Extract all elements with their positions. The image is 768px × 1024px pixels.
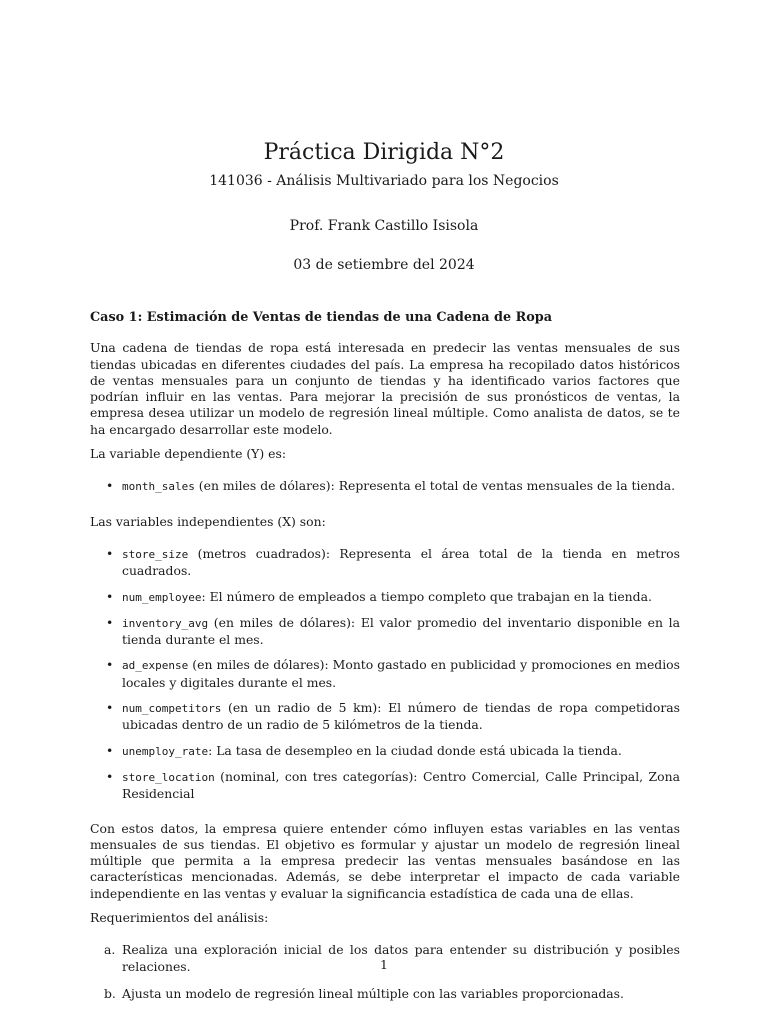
case-heading: Caso 1: Estimación de Ventas de tiendas de una Cadena de Ropa [90, 310, 553, 325]
variable-code: store_location [122, 770, 215, 784]
list-item [90, 769, 680, 803]
bullet-icon: • [106, 588, 114, 604]
list-item [90, 986, 680, 1002]
bullet-icon: • [106, 478, 114, 494]
independent-variable-list [90, 546, 680, 803]
document-body [90, 310, 680, 1013]
list-item [90, 589, 680, 606]
list-marker: a. [104, 942, 116, 958]
bullet-icon: • [106, 768, 114, 784]
variable-code: month_sales [122, 480, 195, 494]
list-item [90, 615, 680, 649]
requirement-text: Realiza una exploración inicial de los datos para entender su distribución y posibles relaciones. [122, 942, 680, 974]
document-title: Práctica Dirigida N°2 [263, 140, 505, 165]
bullet-icon: • [106, 742, 114, 758]
bullet-icon: • [106, 545, 114, 561]
variable-description: (metros cuadrados): Representa el área total de la tienda en metros cuadrados. [122, 545, 680, 579]
requirements-list [90, 942, 680, 1002]
page-number: 1 [380, 957, 388, 972]
variable-code: store_size [122, 547, 189, 561]
dependent-variable-label: La variable dependiente (Y) es: [90, 446, 286, 462]
list-item [90, 546, 680, 580]
independent-variables-label: Las variables independientes (X) son: [90, 513, 326, 529]
list-item [90, 700, 680, 734]
variable-code: unemploy_rate [122, 744, 209, 758]
dependent-variable-list [90, 478, 680, 495]
variable-description: (en miles de dólares): Monto gastado en publicidad y promociones en medios locales y digitales durante el mes. [122, 657, 680, 690]
list-item [90, 743, 680, 760]
bullet-icon: • [106, 657, 114, 673]
variable-code: num_competitors [122, 702, 222, 716]
variable-description: (nominal, con tres categorías): Centro Comercial, Calle Principal, Zona Residencial [122, 768, 680, 802]
requirement-text: Ajusta un modelo de regresión lineal múltiple con las variables proporcionadas. [122, 985, 624, 1001]
requirements-label: Requerimientos del análisis: [90, 910, 269, 926]
professor-name: Prof. Frank Castillo Isisola [289, 218, 479, 234]
variable-code: ad_expense [122, 659, 189, 673]
list-marker: b. [104, 985, 116, 1001]
objective-paragraph: Con estos datos, la empresa quiere entender cómo influyen estas variables en las ventas mensuales de sus tiendas. El objetivo es formular y ajustar un modelo de regresión lineal múltiple que permita a la empresa predecir las ventas mensuales basándose en las características mencionadas. Además, se debe interpretar el impacto de cada variable independiente en las ventas y evaluar la significancia estadística de cada una de ellas. [90, 820, 680, 901]
variable-description: : La tasa de desempleo en la ciudad donde está ubicada la tienda. [208, 742, 622, 758]
variable-description: (en miles de dólares): Representa el total de ventas mensuales de la tienda. [194, 478, 676, 494]
list-item [90, 478, 680, 495]
bullet-icon: • [106, 614, 114, 630]
document-date: 03 de setiembre del 2024 [293, 257, 475, 273]
variable-description: (en miles de dólares): El valor promedio del inventario disponible en la tienda durante el mes. [122, 614, 680, 648]
course-subtitle: 141036 - Análisis Multivariado para los Negocios [209, 173, 559, 189]
variable-description: : El número de empleados a tiempo completo que trabajan en la tienda. [201, 588, 652, 604]
case-intro-paragraph: Una cadena de tiendas de ropa está interesada en predecir las ventas mensuales de sus tiendas ubicadas en diferentes ciudades del país. La empresa ha recopilado datos históricos de ventas mensuales para un conjunto de tiendas y ha identificado varios factores que podrían influir en las ventas. Para mejorar la precisión de sus pronósticos de ventas, la empresa desea utilizar un modelo de regresión lineal múltiple. Como analista de datos, se te ha encargado desarrollar este modelo. [90, 340, 680, 437]
variable-description: (en un radio de 5 km): El número de tiendas de ropa competidoras ubicadas dentro de un radio de 5 kilómetros de la tienda. [122, 700, 680, 733]
variable-code: inventory_avg [122, 616, 209, 630]
list-item [90, 657, 680, 691]
bullet-icon: • [106, 700, 114, 716]
variable-code: num_employee [122, 590, 202, 604]
